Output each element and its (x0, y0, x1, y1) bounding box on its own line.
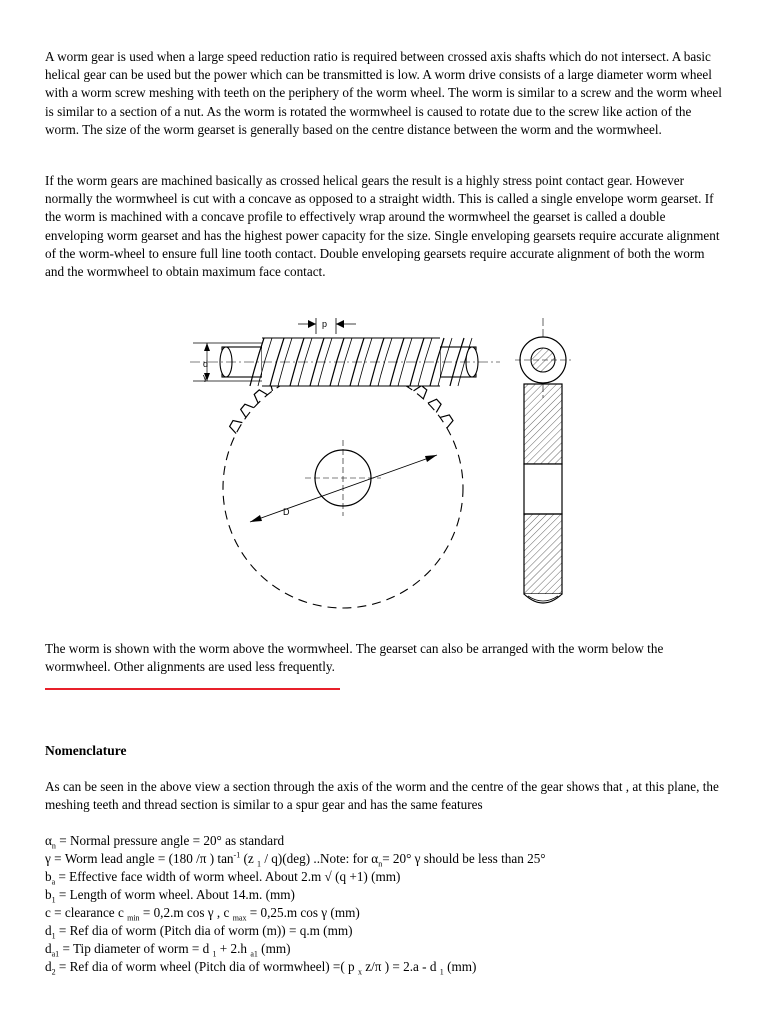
definition-item: $d_{a1}$ = Tip diameter of worm = d $_1$ + 2.h $_{a1}$ (mm) (45, 941, 291, 959)
figure-caption: The worm is shown with the worm above the wormwheel. The gearset can also be arranged with the worm below the wormwheel. Other alignments are used less frequently. (45, 641, 664, 675)
label-lead-angle: γ (203, 372, 208, 382)
label-wheel-diameter: D (283, 507, 290, 517)
red-divider (45, 688, 340, 690)
worm-side-view (190, 338, 500, 386)
wormwheel-side-view (515, 318, 571, 603)
definitions-list (45, 832, 735, 976)
definition-item: γ = Worm lead angle = (180 /π ) $\tan^{-1} (z$ $_1$ / q)(deg) ..Note: for $\alpha_n= 20^\circ$ γ should be less than 25° (45, 850, 546, 869)
wormwheel-front-view (223, 359, 463, 608)
wheel-tooth (230, 421, 243, 434)
definition-item: c = clearance c $_{min}$ = 0,2.m cos γ , c $_{max}$ = 0,25.m cos γ (mm) (45, 905, 360, 923)
intro-paragraph-2: If the worm gears are machined basically as crossed helical gears the result is a highly stress point contact gear. However normally the wormwheel is cut with a concave as opposed to a straight width. This is called a single envelope worm gearset. If the worm is machined with a concave profile to effectively wrap around the wormwheel the gearset is called a double enveloping worm gearset and has the highest power capacity for the size. Single enveloping gearsets require accurate alignment of the worm-wheel to ensure full line tooth contact. Double enveloping gearsets require accurate alignment of both the worm and the wormwheel to obtain maximum face contact. (45, 173, 720, 280)
definition-item: $b_1$ = Length of worm wheel. About 14.m. (mm) (45, 887, 295, 905)
nomenclature-intro: As can be seen in the above view a section through the axis of the worm and the centre of the gear shows that , at this plane, the meshing teeth and thread section is similar to a spur gear and has the same features (45, 779, 719, 813)
definition-item: $d_2$ = Ref dia of worm wheel (Pitch dia of wormwheel) =( p $_x$ z/π ) = 2.a - d $_1$ (mm) (45, 959, 477, 977)
pitch-dimension (298, 318, 356, 334)
label-worm-diameter: d (203, 359, 209, 369)
definition-item: $b_a$ = Effective face width of worm wheel. About 2.m √ (q +1) (mm) (45, 869, 401, 887)
definition-item: $d_1$ = Ref dia of worm (Pitch dia of worm (m)) = q.m (mm) (45, 923, 353, 941)
wheel-tooth (440, 415, 453, 428)
section-heading: Nomenclature (45, 743, 127, 758)
wheel-tooth (414, 386, 427, 399)
intro-paragraph-1: A worm gear is used when a large speed reduction ratio is required between crossed axis shafts which do not intersect. A basic helical gear can be used but the power which can be transmitted is low. A worm drive consists of a large diameter worm wheel with a worm screw meshing with teeth on the periphery of the worm wheel. The worm is similar to a screw and the worm wheel is similar to a section of a nut. As the worm is rotated the wormwheel is caused to rotate due to the screw like action of the worm. The size of the worm gearset is generally based on the centre distance between the worm and the wormwheel. (45, 49, 722, 137)
label-pitch: p (322, 319, 328, 329)
definition-item: $\alpha_n$ = Normal pressure angle = 20° as standard (45, 833, 285, 851)
